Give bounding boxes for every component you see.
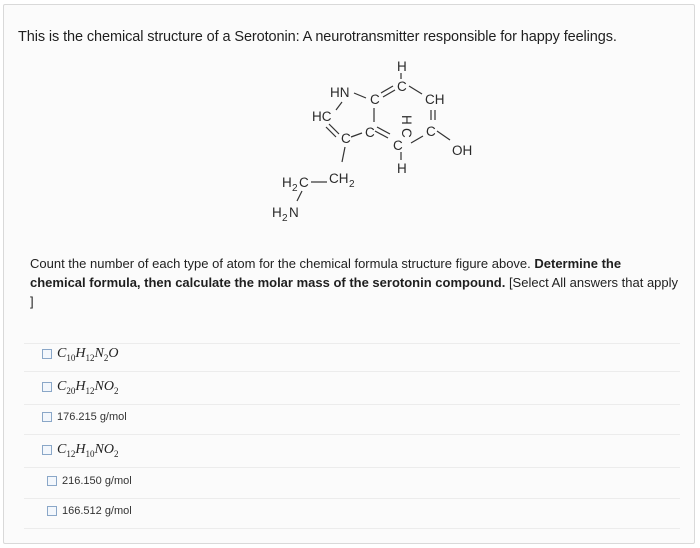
answer-checkbox[interactable] — [47, 506, 57, 516]
answer-option[interactable] — [42, 406, 127, 428]
answer-formula — [57, 346, 118, 363]
divider — [24, 404, 680, 405]
formula-subscript: 12 — [66, 448, 76, 459]
formula-element: N — [94, 378, 104, 394]
answer-option[interactable] — [42, 439, 118, 461]
atom-h2c-c: C — [299, 175, 309, 190]
formula-element: C — [57, 378, 67, 394]
formula-subscript: 12 — [85, 385, 95, 396]
divider — [24, 434, 680, 435]
formula-element: N — [94, 441, 104, 457]
atom-h-bottom: H — [397, 161, 407, 176]
atom-c-mid1: C — [341, 131, 351, 146]
answer-checkbox[interactable] — [42, 412, 52, 422]
atom-c-right: C — [393, 138, 403, 153]
divider — [24, 467, 680, 468]
formula-element: H — [75, 441, 86, 457]
formula-subscript: 2 — [103, 352, 109, 363]
atom-oh: OH — [452, 143, 473, 158]
divider — [24, 371, 680, 372]
answer-formula — [57, 379, 118, 396]
answer-label: 166.512 g/mol — [62, 505, 132, 517]
formula-subscript: 2 — [113, 385, 119, 396]
atom-c-left: C — [370, 92, 380, 107]
answer-option[interactable] — [42, 376, 118, 398]
answer-option[interactable] — [42, 343, 118, 365]
answer-formula — [57, 442, 118, 459]
formula-element: O — [103, 378, 114, 394]
formula-element: O — [108, 345, 119, 361]
instructions-part1: Count the number of each type of atom for the chemical formula structure figure above. — [30, 256, 535, 271]
atom-h-right-col: H — [399, 115, 414, 125]
atom-hn: HN — [330, 85, 350, 100]
atom-c-low: C — [426, 124, 436, 139]
atom-h2c-sub: 2 — [292, 183, 298, 194]
divider — [24, 343, 680, 344]
atom-h2c-h: H — [282, 175, 292, 190]
answer-checkbox[interactable] — [42, 445, 52, 455]
divider — [24, 528, 680, 529]
divider — [24, 498, 680, 499]
atom-ch: CH — [425, 92, 445, 107]
answer-option[interactable] — [47, 500, 132, 522]
answer-option[interactable] — [47, 470, 132, 492]
atom-ch2: CH — [329, 171, 349, 186]
formula-element: C — [57, 441, 67, 457]
atom-hc: HC — [312, 109, 332, 124]
formula-element: C — [57, 345, 67, 361]
serotonin-structure-diagram — [0, 0, 700, 250]
instructions — [30, 254, 680, 311]
formula-element: N — [94, 345, 104, 361]
instructions-part2: Determine the chemical formula, then calculate the molar mass of the serotonin compound. — [30, 256, 622, 290]
atom-h-top: H — [397, 59, 407, 74]
atom-h2n-sub: 2 — [282, 213, 288, 224]
formula-subscript: 10 — [66, 352, 76, 363]
atom-h2n-h: H — [272, 205, 282, 220]
atom-h2n-n: N — [289, 205, 299, 220]
atom-c-top: C — [397, 79, 407, 94]
formula-subscript: 20 — [66, 385, 76, 396]
formula-element: O — [103, 441, 114, 457]
answer-label: 216.150 g/mol — [62, 475, 132, 487]
question-text: This is the chemical structure of a Serotonin: A neurotransmitter responsible for happy feelings. — [18, 29, 617, 45]
formula-subscript: 12 — [85, 352, 95, 363]
answer-label: 176.215 g/mol — [57, 411, 127, 423]
atom-c-mid2: C — [365, 125, 375, 140]
answer-checkbox[interactable] — [42, 349, 52, 359]
atom-ch2-sub: 2 — [349, 179, 355, 190]
formula-element: H — [75, 378, 86, 394]
formula-subscript: 2 — [113, 448, 119, 459]
instructions-part3: [Select All answers that apply ] — [30, 275, 679, 309]
formula-subscript: 10 — [85, 448, 95, 459]
answer-checkbox[interactable] — [42, 382, 52, 392]
atom-c-right-col: C — [399, 128, 414, 138]
formula-element: H — [75, 345, 86, 361]
answer-checkbox[interactable] — [47, 476, 57, 486]
